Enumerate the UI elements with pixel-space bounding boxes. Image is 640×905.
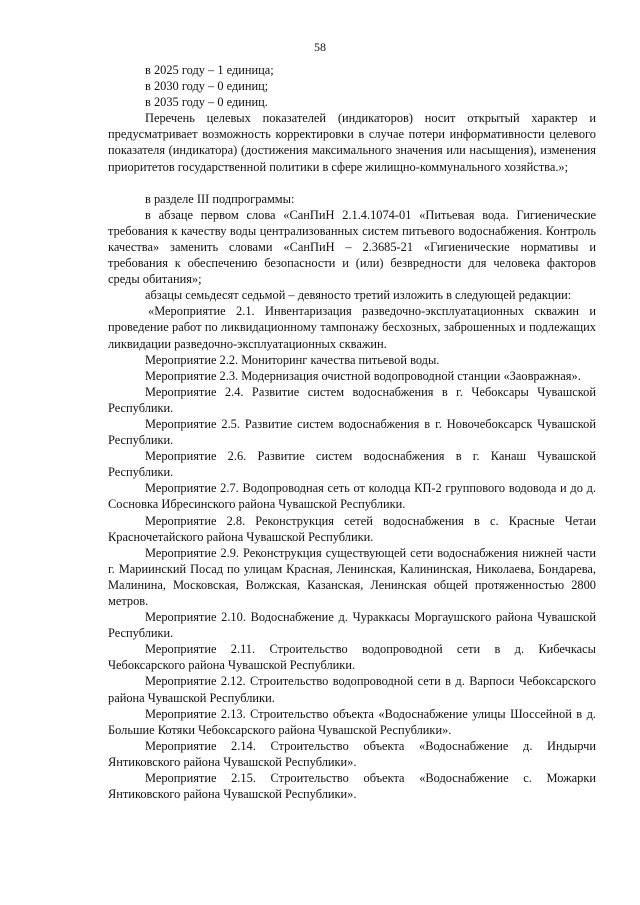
section-iii-heading: в разделе III подпрограммы: xyxy=(145,191,295,206)
indicator-line-2035: в 2035 году – 0 единиц. xyxy=(145,95,268,110)
indicator-line-2030: в 2030 году – 0 единиц; xyxy=(145,79,269,94)
measure-2-6: Мероприятие 2.6. Развитие систем водоснабжения в г. Канаш Чувашской Республики. xyxy=(108,449,596,480)
document-body xyxy=(108,62,596,802)
measure-2-8: Мероприятие 2.8. Реконструкция сетей водоснабжения в с. Красные Четаи Красночетайского района Чувашской Республики. xyxy=(108,513,596,544)
measure-2-9: Мероприятие 2.9. Реконструкция существующей сети водоснабжения нижней части г. Мариинский Посад по улицам Красная, Ленинская, Калининская, Николаева, Бондарева, Малинина, Московская, Волжская, Казанская, Ленинская общей протяженностью 2800 метров. xyxy=(108,545,596,608)
indicator-line-2025: в 2025 году – 1 единица; xyxy=(145,63,274,77)
measure-2-10: Мероприятие 2.10. Водоснабжение д. Чураккасы Моргаушского района Чувашской Республики. xyxy=(108,610,596,641)
paragraph-spacer xyxy=(108,175,596,191)
page-number: 58 xyxy=(314,40,326,54)
sanpin-replacement-paragraph: в абзаце первом слова «СанПиН 2.1.4.1074-01 «Питьевая вода. Гигиенические требования к качеству воды централизованных систем питьевого водоснабжения. Контроль качества» заменить словами «СанПиН – 2.3685-21 «Гигиенические нормативы и требования к обеспечению безопасности и (или) безвредности для человека факторов среды обитания»; xyxy=(108,207,596,287)
new-wording-intro-paragraph: абзацы семьдесят седьмой – девяносто третий изложить в следующей редакции: xyxy=(145,288,572,303)
measure-2-2: Мероприятие 2.2. Мониторинг качества питьевой воды. xyxy=(145,352,440,367)
measure-2-11: Мероприятие 2.11. Строительство водопроводной сети в д. Кибечкасы Чебоксарского района Чувашской Республики. xyxy=(108,642,596,673)
measure-2-3: Мероприятие 2.3. Модернизация очистной водопроводной станции «Заовражная». xyxy=(145,368,581,383)
measure-2-7: Мероприятие 2.7. Водопроводная сеть от колодца КП-2 группового водовода и до д. Сосновка Ибресинского района Чувашской Республики. xyxy=(108,481,596,512)
measure-2-4: Мероприятие 2.4. Развитие систем водоснабжения в г. Чебоксары Чувашской Республики. xyxy=(108,384,596,415)
measure-2-13: Мероприятие 2.13. Строительство объекта «Водоснабжение улицы Шоссейной в д. Большие Котяки Чебоксарского района Чувашской Республики». xyxy=(108,706,596,737)
measure-2-1: «Мероприятие 2.1. Инвентаризация разведочно-эксплуатационных скважин и проведение работ по ликвидационному тампонажу бесхозных, заброшенных и подлежащих ликвидации разведочно-эксплуатационных скважин. xyxy=(108,304,596,351)
indicators-note-paragraph: Перечень целевых показателей (индикаторов) носит открытый характер и предусматривает возможность корректировки в случае потери информативности целевого показателя (индикатора) (достижения максимального значения или насыщения), изменения приоритетов государственной политики в сфере жилищно-коммунального хозяйства.»; xyxy=(108,111,596,174)
measure-2-15: Мероприятие 2.15. Строительство объекта «Водоснабжение с. Можарки Янтиковского района Чувашской Республики». xyxy=(108,771,596,802)
measure-2-5: Мероприятие 2.5. Развитие систем водоснабжения в г. Новочебоксарск Чувашской Республики. xyxy=(108,416,596,448)
measure-2-14: Мероприятие 2.14. Строительство объекта «Водоснабжение д. Индырчи Янтиковского района Чувашской Республики». xyxy=(108,738,596,769)
measure-2-12: Мероприятие 2.12. Строительство водопроводной сети в д. Варпоси Чебоксарского района Чувашской Республики. xyxy=(108,674,596,705)
